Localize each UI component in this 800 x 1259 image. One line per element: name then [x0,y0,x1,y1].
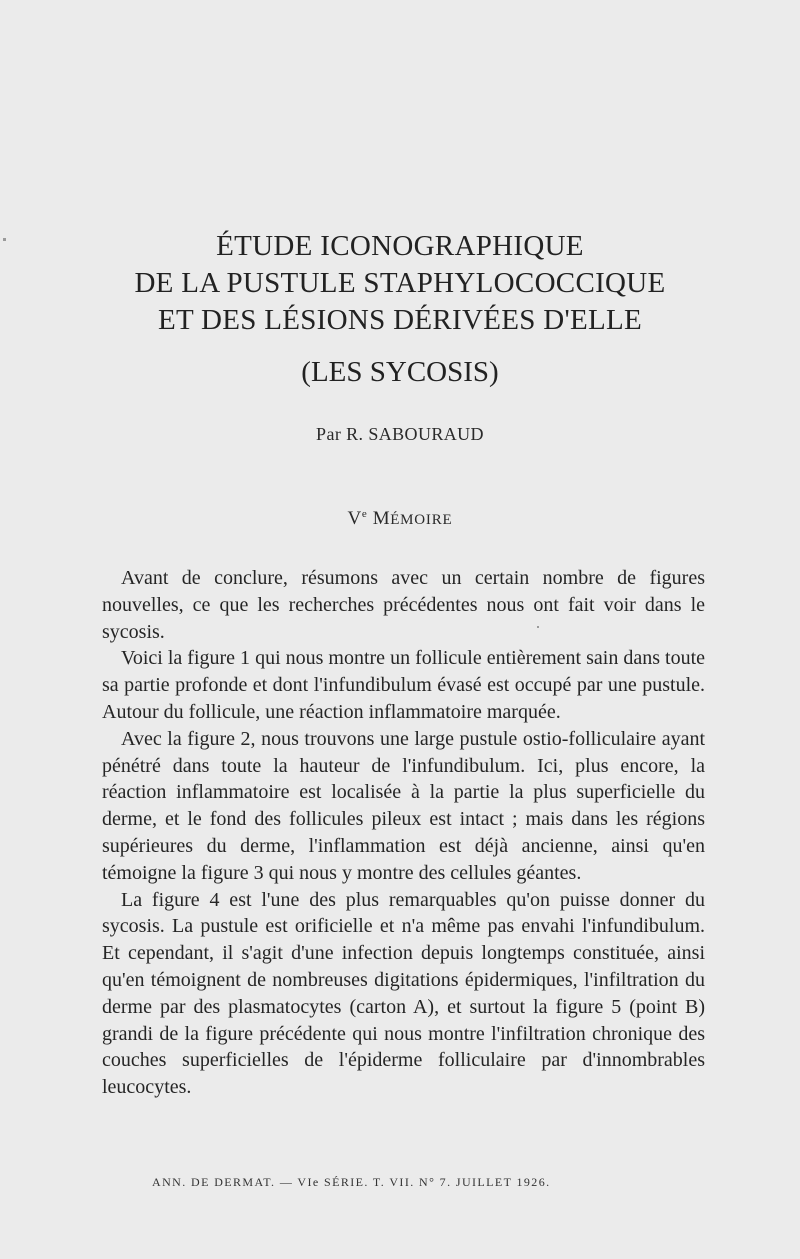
scan-mark [3,238,6,241]
memoire-superscript: e [361,508,368,520]
memoire-rest: ÉMOIRE [390,512,453,528]
paragraph: La figure 4 est l'une des plus remarquables qu'on puisse donner du sycosis. La pustule est orificielle et n'a même pas envahi l'infundibulum. Et cependant, il s'agit d'une infection depuis longtemps constituée, ainsi qu'en témoignent de nombreuses digitations épidermiques, l'infiltration du derme par des plasmatocytes (carton A), et surtout la figure 5 (point B) grandi de la figure précédente qui nous montre l'infiltration chronique des couches superficielles de l'épiderme folliculaire par d'innombrables leucocytes. [102,888,705,1099]
scan-mark [537,626,539,628]
memoire-heading [0,502,800,532]
paragraph: Voici la figure 1 qui nous montre un follicule entièrement sain dans toute sa partie profonde et dont l'infundibulum évasé est occupé par une pustule. Autour du follicule, une réaction inflammatoire marquée. [102,647,705,723]
memoire-numeral: V [347,508,362,529]
memoire-first-letter: M [372,508,391,529]
article-subtitle: (LES SYCOSIS) [301,356,499,388]
title-line-3: ET DES LÉSIONS DÉRIVÉES D'ELLE [157,304,643,336]
paragraph: Avec la figure 2, nous trouvons une large pustule ostio-folliculaire ayant pénétré dans toute la hauteur de l'infundibulum. Ici, plus encore, la réaction inflammatoire est localisée à la partie la plus superficielle du derme, et le fond des follicules pileux est intact ; mais dans les régions supérieures du derme, l'inflammation est déjà ancienne, ainsi qu'en témoigne la figure 3 qui nous y montre des cellules géantes. [102,727,705,884]
journal-footer: ANN. DE DERMAT. — VIe SÉRIE. T. VII. N° 7. JUILLET 1926. [152,1175,551,1189]
title-line-2: DE LA PUSTULE STAPHYLOCOCCIQUE [134,267,666,299]
paragraph: Avant de conclure, résumons avec un certain nombre de figures nouvelles, ce que les recherches précédentes nous ont fait voir dans le sycosis. [102,567,705,643]
article-title [0,228,800,339]
body-text [102,565,705,1101]
title-line-1: ÉTUDE ICONOGRAPHIQUE [216,230,584,262]
author-line: Par R. SABOURAUD [316,424,484,444]
